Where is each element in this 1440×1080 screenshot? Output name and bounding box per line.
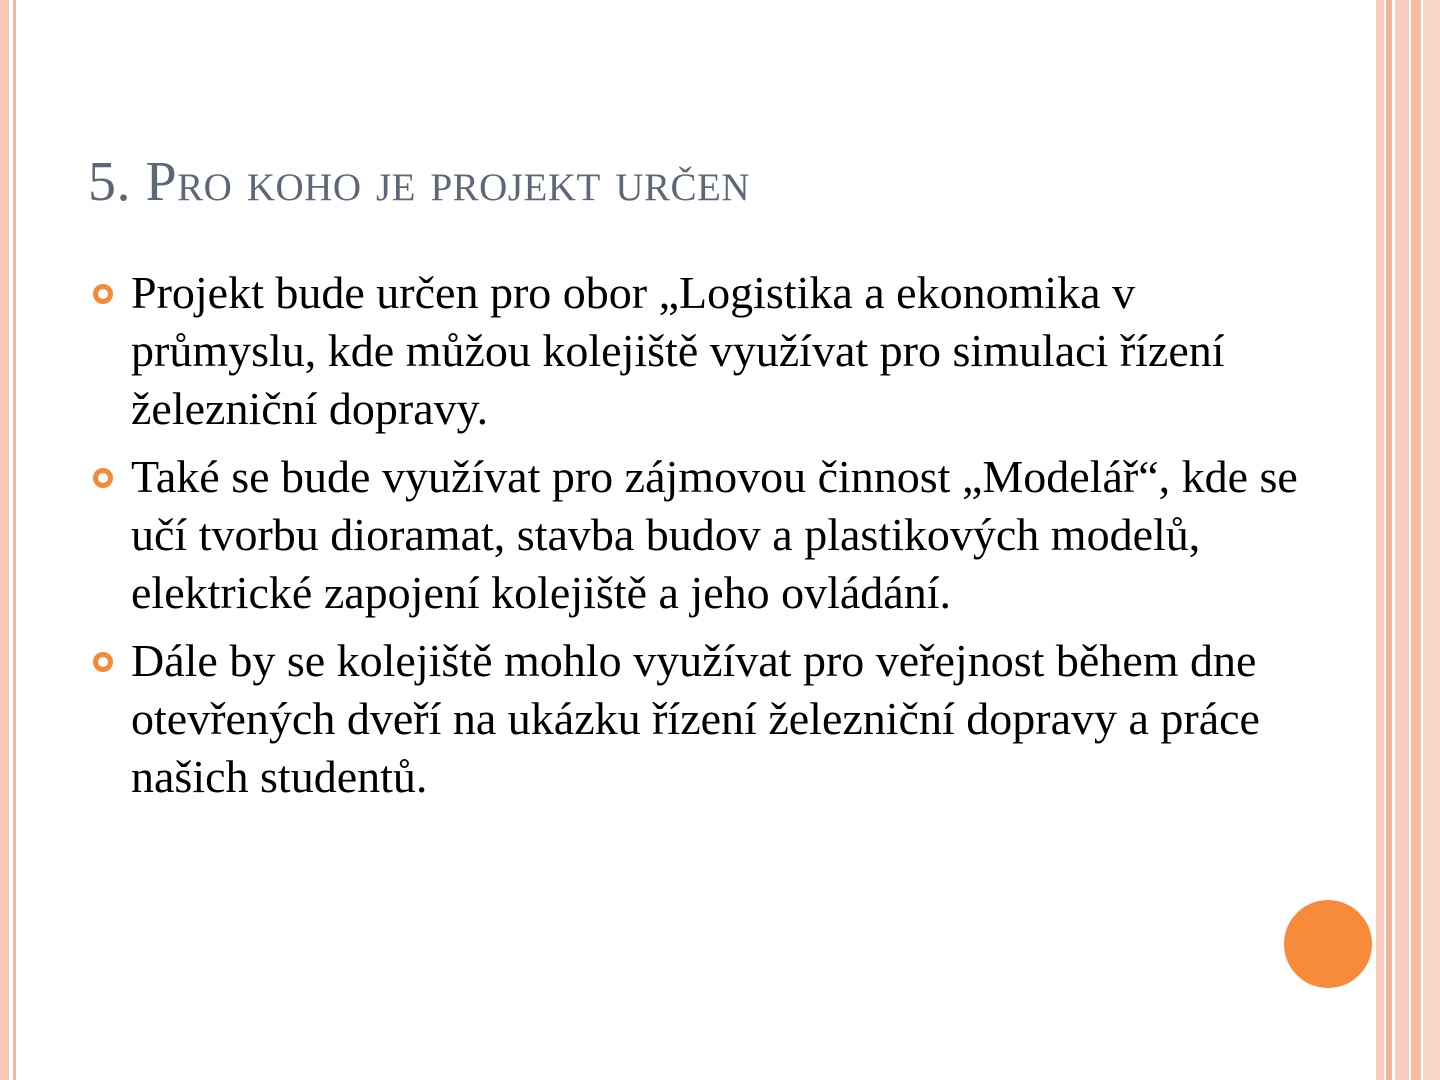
right-border-stripe-5	[1423, 0, 1440, 1080]
bullet-text: Také se bude využívat pro zájmovou činnost „Modelář“, kde se učí tvorbu dioramat, stavba budov a plastikových modelů, elektrické zapojení kolejiště a jeho ovládání.	[131, 451, 1298, 618]
right-border-stripe-2	[1386, 0, 1392, 1080]
bullet-item	[90, 448, 1320, 622]
left-border-stripe	[0, 0, 9, 1080]
ring-bullet-icon	[93, 468, 113, 488]
bullet-list	[90, 264, 1320, 816]
ring-bullet-icon	[93, 652, 113, 672]
right-border-stripe-3	[1395, 0, 1409, 1080]
bullet-item	[90, 264, 1320, 438]
right-border-stripe-4	[1411, 0, 1421, 1080]
bullet-text: Dále by se kolejiště mohlo využívat pro veřejnost během dne otevřených dveří na ukázku řízení železniční dopravy a práce našich studentů.	[131, 635, 1260, 802]
slide-title: 5. Pro koho je projekt určen	[88, 151, 751, 213]
bullet-item	[90, 632, 1320, 806]
decorative-orange-circle	[1284, 900, 1372, 988]
ring-bullet-icon	[93, 284, 113, 304]
bullet-text: Projekt bude určen pro obor „Logistika a ekonomika v průmyslu, kde můžou kolejiště využívat pro simulaci řízení železniční dopravy.	[131, 267, 1225, 434]
right-border-stripe-1	[1376, 0, 1384, 1080]
left-border-line	[13, 0, 16, 1080]
